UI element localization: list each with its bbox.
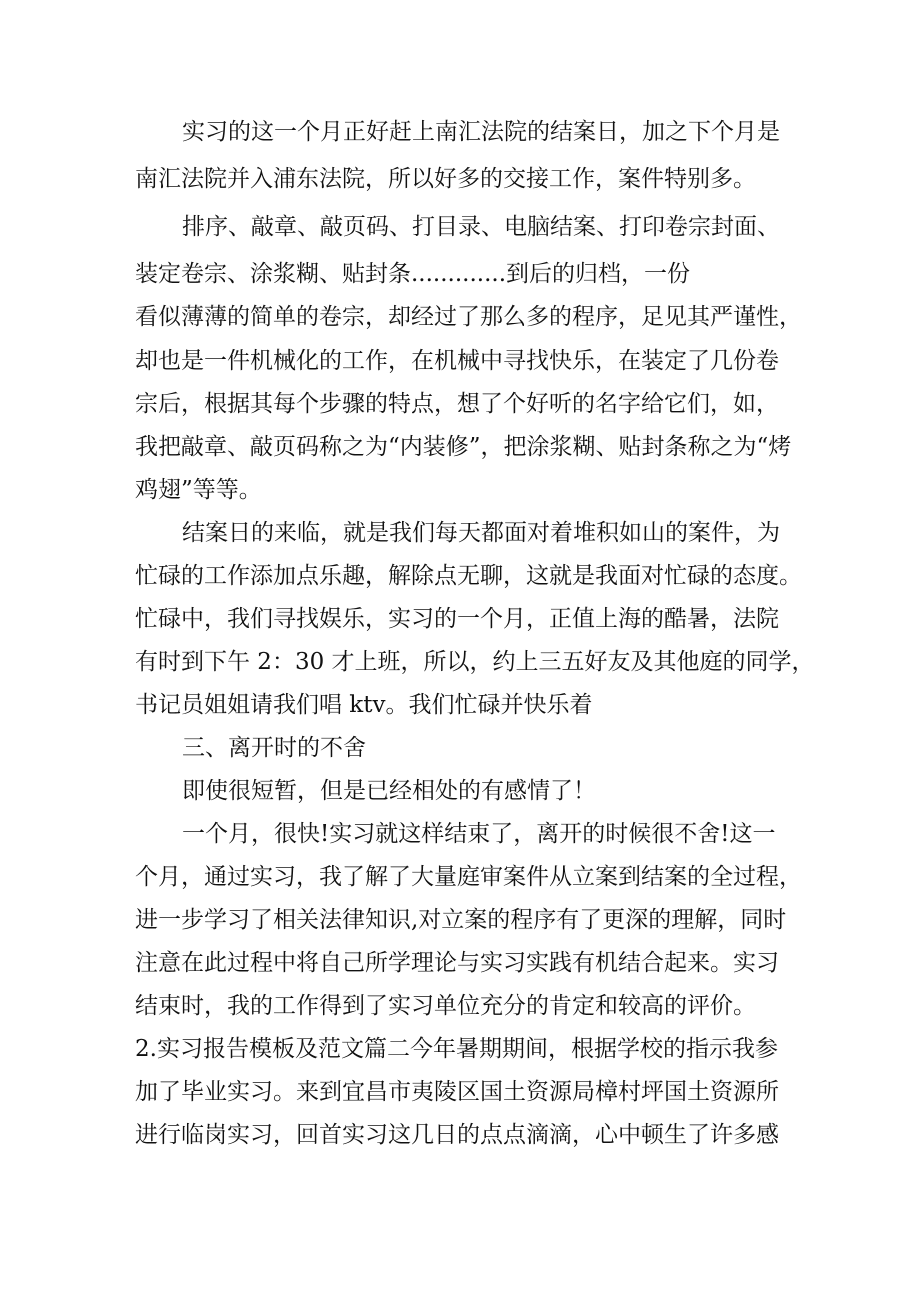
text-line: 注意在此过程中将自己所学理论与实习实践有机结合起来。实习 (135, 950, 779, 976)
text-line: 却也是一件机械化的工作，在机械中寻找快乐，在装定了几份卷 (135, 348, 779, 374)
text-line: 宗后，根据其每个步骤的特点，想了个好听的名字给它们，如， (135, 391, 779, 417)
text-line: 鸡翅”等等。 (135, 477, 262, 503)
text-line: 即使很短暂，但是已经相处的有感情了！ (182, 778, 596, 804)
text-line: 书记员姐姐请我们唱 ktv。我们忙碌并快乐着 (135, 692, 593, 718)
text-line: 看似薄薄的简单的卷宗，却经过了那么多的程序，足见其严谨性， (135, 304, 802, 330)
text-line: 个月，通过实习，我了解了大量庭审案件从立案到结案的全过程， (135, 864, 802, 890)
text-line: 排序、敲章、敲页码、打目录、电脑结案、打印卷宗封面、 (182, 214, 780, 240)
text-line: 我把敲章、敲页码称之为“内装修”，把涂浆糊、贴封条称之为“烤 (135, 434, 792, 460)
text-line: 进一步学习了相关法律知识,对立案的程序有了更深的理解，同时 (135, 907, 787, 933)
text-line: 忙碌中，我们寻找娱乐，实习的一个月，正值上海的酷暑，法院 (135, 606, 779, 632)
text-line: 结案日的来临，就是我们每天都面对着堆积如山的案件，为 (182, 520, 780, 546)
text-line: 忙碌的工作添加点乐趣，解除点无聊，这就是我面对忙碌的态度。 (135, 563, 802, 589)
text-line: 加了毕业实习。来到宜昌市夷陵区国土资源局樟村坪国土资源所 (135, 1079, 779, 1105)
text-line: 进行临岗实习，回首实习这几日的点点滴滴，心中顿生了许多感 (135, 1122, 779, 1148)
text-line: 结束时，我的工作得到了实习单位充分的肯定和较高的评价。 (135, 993, 756, 1019)
text-line: 有时到下午 2：30 才上班，所以，约上三五好友及其他庭的同学， (135, 649, 815, 675)
section-heading: 三、离开时的不舍 (182, 735, 366, 761)
text-line: 2.实习报告模板及范文篇二今年暑期期间，根据学校的指示我参 (135, 1036, 778, 1062)
text-line: 南汇法院并入浦东法院，所以好多的交接工作，案件特别多。 (135, 166, 756, 192)
text-line: 一个月，很快!实习就这样结束了，离开的时候很不舍!这一 (182, 821, 776, 847)
text-line: 装定卷宗、涂浆糊、贴封条.............到后的归档，一份 (135, 261, 691, 287)
text-line: 实习的这一个月正好赶上南汇法院的结案日，加之下个月是 (182, 119, 780, 145)
